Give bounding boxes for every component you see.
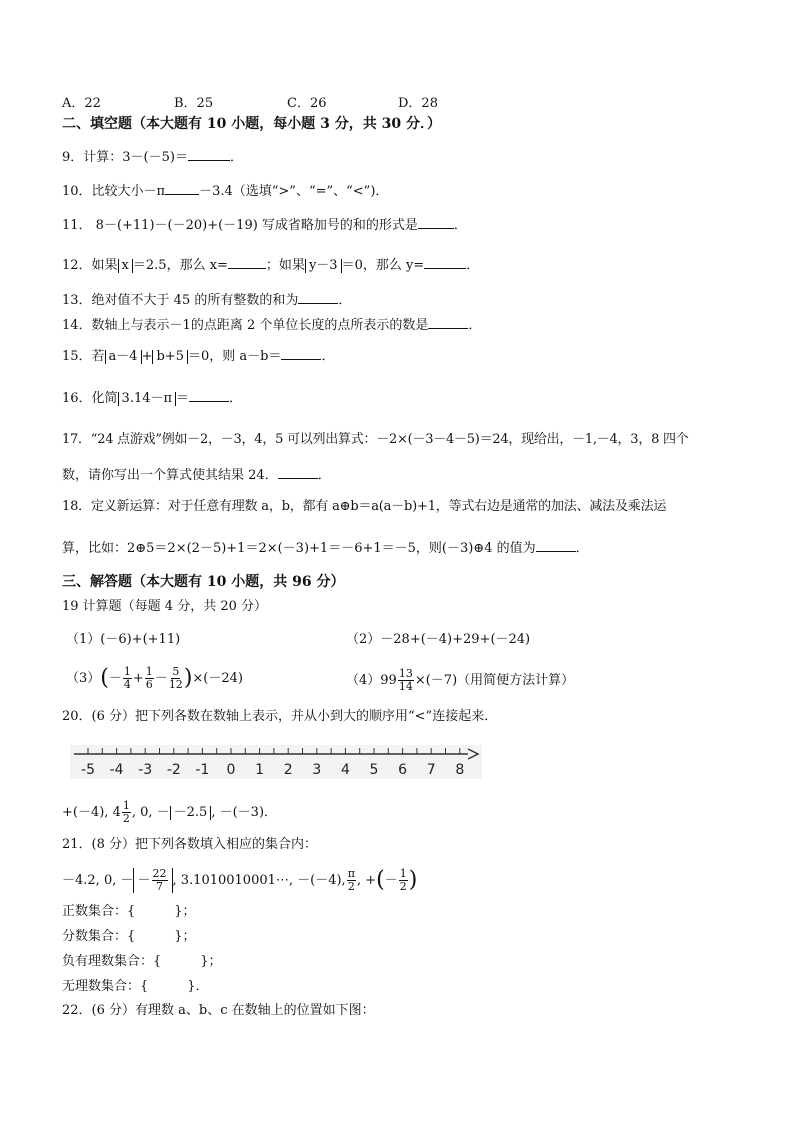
question-11	[62, 216, 467, 235]
numerator: 13	[398, 667, 413, 680]
numerator: 1	[122, 799, 130, 812]
q17-post: ．	[317, 468, 331, 483]
answer-blank[interactable]	[418, 216, 454, 229]
q11-text: 11． 8－(+11)－(－20)+(－19) 写成省略加号的和的形式是	[62, 218, 418, 233]
q12-text-1: 12．如果	[62, 258, 118, 273]
answer-blank[interactable]	[536, 539, 576, 552]
denominator: 7	[156, 880, 163, 893]
q15-plus: +	[141, 349, 153, 364]
question-20-heading: 20．(6 分）把下列各数在数轴上表示，并从小到大的顺序用“<”连接起来．	[62, 709, 498, 724]
numerator: 22	[152, 867, 167, 880]
set-negative-rational: 负有理数集合：{ }；	[62, 954, 222, 969]
q20-nums-a: +(－4), 4	[62, 805, 121, 820]
fraction-1-4	[123, 666, 132, 691]
number-line-tick-label: 6	[398, 762, 408, 778]
number-line-tick-label: -4	[109, 762, 124, 778]
denominator: 2	[399, 880, 407, 893]
fraction-1-2	[399, 868, 408, 893]
question-22-heading: 22．(6 分）有理数 a、b、c 在数轴上的位置如下图：	[62, 1003, 375, 1018]
paren-close: )	[408, 867, 418, 893]
answer-blank[interactable]	[298, 291, 338, 304]
q20-nums-b: , 0, －	[131, 805, 170, 820]
q10-text: 10．比较大小－π	[62, 184, 166, 199]
q20-nums-c: , －(－3)．	[211, 805, 278, 820]
abs-a: a－4	[105, 350, 142, 364]
q16-text-2: ＝	[176, 391, 190, 406]
q14-text: 14．数轴上与表示－1的点距离 2 个单位长度的点所表示的数是	[62, 318, 429, 333]
q13-post: ．	[338, 293, 352, 308]
number-line-tick-label: 1	[255, 762, 265, 778]
q16-post: ．	[229, 391, 243, 406]
fraction-5-12	[169, 666, 183, 691]
denominator: 14	[398, 680, 413, 693]
number-line-tick-label: 3	[312, 762, 322, 778]
choice-d: D．28	[398, 96, 438, 111]
answer-blank[interactable]	[424, 256, 466, 269]
question-18-line-1: 18．定义新运算：对于任意有理数 a，b，都有 a⊕b＝a(a－b)+1，等式右边是通常的加法、减法及乘法运	[62, 499, 667, 514]
numerator: 1	[123, 665, 131, 678]
q13-text: 13．绝对值不大于 45 的所有整数的和为	[62, 293, 299, 308]
minus: －	[384, 873, 398, 888]
minus: －	[154, 671, 168, 686]
q18-post: ．	[575, 541, 589, 556]
q18-text: 算，比如：2⊕5＝2×(2－5)+1＝2×(－3)+1＝－6+1＝－5，则(－3)⊕4 的值为	[62, 541, 536, 556]
number-line-tick-label: 7	[426, 762, 436, 778]
number-line-tick-label: 2	[283, 762, 293, 778]
q19-part-3	[66, 666, 243, 691]
answer-blank[interactable]	[281, 347, 321, 360]
q12-text-2: ＝2.5，那么 x=	[132, 258, 228, 273]
question-20-numbers	[62, 800, 277, 825]
number-line-tick-label: 8	[455, 762, 465, 778]
q16-text-1: 16．化简	[62, 391, 118, 406]
denominator: 2	[347, 880, 355, 893]
abs-b: b+5	[152, 350, 188, 364]
set-fraction: 分数集合：{ }；	[62, 929, 196, 944]
question-14	[62, 316, 481, 335]
numerator: 5	[172, 665, 180, 678]
q19-4-tail: ×(－7)（用简便方法计算）	[414, 673, 575, 688]
question-17-line-1: 17．“24 点游戏”例如－2，－3，4，5 可以列出算式：－2×(－3－4－5)＝24，现给出，－1,－4，3，8 四个	[62, 432, 689, 447]
question-16	[62, 389, 242, 408]
fraction-1-2	[122, 800, 131, 825]
q21-n3: , +	[356, 873, 377, 888]
q15-post: ．	[321, 349, 335, 364]
question-10	[62, 182, 388, 201]
number-line-tick-label: 0	[226, 762, 236, 778]
q19-part-4	[346, 668, 574, 693]
paren-open: (	[376, 867, 385, 893]
answer-blank[interactable]	[428, 316, 468, 329]
q12-text-3: ；如果	[265, 258, 305, 273]
choice-b: B．25	[174, 96, 214, 111]
q11-post: ．	[453, 218, 467, 233]
fraction-pi-2	[347, 868, 356, 893]
q19-4-label: （4）99	[346, 673, 397, 688]
question-15	[62, 347, 334, 366]
paren-open: (	[100, 665, 109, 691]
number-line-background	[70, 745, 482, 779]
q9-text: 9．计算：3－(－5)＝	[62, 150, 188, 165]
q15-text-3: ＝0，则 a－b＝	[187, 349, 282, 364]
set-positive: 正数集合：{ }；	[62, 904, 196, 919]
number-line-tick-label: -1	[195, 762, 210, 778]
minus: －	[108, 671, 122, 686]
q19-part-2: （2）－28+(－4)+29+(－24)	[346, 632, 531, 647]
section3-heading: 三、解答题（本大题有 10 小题，共 96 分）	[62, 574, 345, 590]
number-line-tick-label: -2	[166, 762, 181, 778]
question-21-heading: 21．(8 分）把下列各数填入相应的集合内：	[62, 837, 318, 852]
abs-pi: 3.14－π	[118, 392, 177, 406]
question-18-line-2	[62, 539, 589, 558]
choice-c: C．26	[287, 96, 327, 111]
q14-post: ．	[468, 318, 482, 333]
choice-a: A．22	[62, 96, 101, 111]
q10-post: －3.4（选填“>”、“=”、“<”)．	[199, 184, 389, 199]
numerator: 1	[399, 867, 407, 880]
q9-post: ．	[229, 150, 243, 165]
question-19-heading: 19 计算题（每题 4 分，共 20 分）	[62, 599, 268, 614]
question-17-line-2	[62, 466, 331, 485]
abs-y: y－3	[305, 259, 342, 273]
question-12	[62, 256, 479, 275]
q12-text-4: ＝0，那么 y=	[341, 258, 425, 273]
fraction-22-7	[152, 868, 168, 893]
abs-2-5: －2.5	[170, 806, 212, 820]
q19-part-1: （1）(－6)+(+11)	[66, 632, 181, 647]
fraction-1-6	[145, 666, 154, 691]
q19-3-tail: ×(－24)	[192, 671, 243, 686]
q21-n1: －4.2, 0, －	[62, 873, 134, 888]
denominator: 2	[122, 812, 130, 825]
answer-blank[interactable]	[228, 256, 266, 269]
question-13	[62, 291, 351, 310]
abs-22-7	[133, 868, 172, 893]
answer-blank[interactable]	[165, 182, 199, 195]
q19-3-label: （3）	[66, 671, 101, 686]
fraction-13-14	[398, 668, 414, 693]
number-line	[70, 745, 482, 779]
number-line-tick-label: -3	[138, 762, 153, 778]
q12-post: ．	[466, 258, 480, 273]
answer-blank[interactable]	[278, 466, 318, 479]
answer-blank[interactable]	[189, 389, 229, 402]
denominator: 6	[145, 678, 153, 691]
number-line-tick-label: 4	[340, 762, 350, 778]
question-21-numbers	[62, 868, 417, 893]
question-9	[62, 148, 243, 167]
number-line-tick-label: -5	[81, 762, 95, 778]
numerator: 1	[145, 665, 153, 678]
denominator: 12	[168, 678, 183, 691]
numerator: π	[347, 867, 355, 880]
plus: +	[132, 671, 144, 686]
number-line-tick-label: 5	[369, 762, 379, 778]
abs-x: x	[118, 259, 133, 273]
minus: －	[137, 873, 151, 888]
set-irrational: 无理数集合：{ }．	[62, 979, 209, 994]
q17-text: 数，请你写出一个算式使其结果 24．	[62, 468, 278, 483]
answer-blank[interactable]	[188, 148, 230, 161]
q21-n2: , 3.1010010001⋯, －(－4),	[172, 873, 346, 888]
paren-close: )	[183, 665, 193, 691]
denominator: 4	[123, 678, 131, 691]
q15-text-1: 15．若	[62, 349, 105, 364]
section2-heading: 二、填空题（本大题有 10 小题，每小题 3 分，共 30 分．）	[62, 116, 441, 132]
